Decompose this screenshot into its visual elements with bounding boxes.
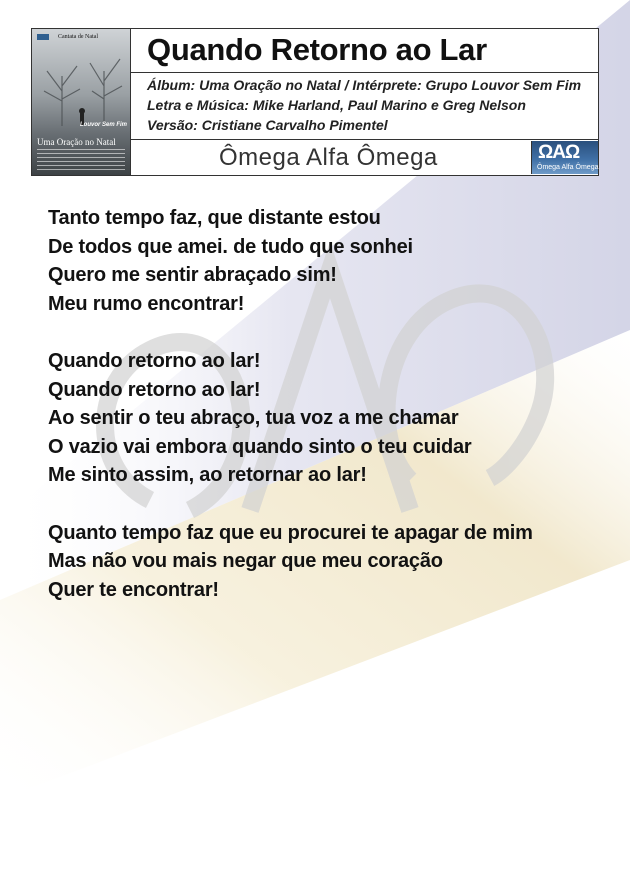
omega-logo — [531, 141, 598, 174]
title-cell — [131, 29, 598, 73]
brand-name: Ômega Alfa Ômega — [219, 144, 438, 171]
version-line: Versão: Cristiane Carvalho Pimentel — [147, 117, 388, 133]
credits-cell — [131, 73, 598, 140]
stanza-2 — [48, 347, 608, 490]
lyric-line: Me sinto assim, ao retornar ao lar! — [48, 464, 367, 486]
cover-credits — [37, 149, 125, 171]
cover-band-name: Louvor Sem Fim — [79, 122, 127, 128]
stanza-3 — [48, 519, 608, 605]
song-title: Quando Retorno ao Lar — [147, 32, 487, 67]
cover-top-text: Cantata de Natal — [58, 34, 98, 40]
album-cover — [32, 29, 131, 175]
logo-text: Ômega Alfa Ômega — [537, 164, 599, 171]
stanza-1 — [48, 204, 608, 318]
lyric-line: O vazio vai embora quando sinto o teu cuidar — [48, 435, 472, 458]
lyric-line: Tanto tempo faz, que distante estou — [48, 207, 381, 229]
lyric-line: Quer te encontrar! — [48, 578, 219, 601]
lyric-line: De todos que amei. de tudo que sonhei — [48, 235, 413, 258]
lyric-line: Quero me sentir abraçado sim! — [48, 264, 337, 286]
lyric-line: Quanto tempo faz que eu procurei te apagar de mim — [48, 521, 533, 544]
lyric-line: Mas não vou mais negar que meu coração — [48, 550, 443, 572]
song-header — [31, 28, 599, 176]
lyric-line: Quando retorno ao lar! — [48, 350, 261, 372]
lyric-line: Ao sentir o teu abraço, tua voz a me chamar — [48, 407, 459, 429]
lyrics — [48, 204, 608, 633]
composers-line: Letra e Música: Mike Harland, Paul Marino e Greg Nelson — [147, 97, 526, 113]
cover-album-title: Uma Oração no Natal — [37, 137, 116, 147]
logo-mark: ΩAΩ — [538, 142, 580, 163]
brand-cell — [131, 140, 598, 175]
lyric-line: Quando retorno ao lar! — [48, 378, 261, 401]
lyric-line: Meu rumo encontrar! — [48, 292, 245, 315]
album-line: Álbum: Uma Oração no Natal / Intérprete: Grupo Louvor Sem Fim — [147, 77, 582, 93]
cd-badge — [37, 34, 49, 40]
